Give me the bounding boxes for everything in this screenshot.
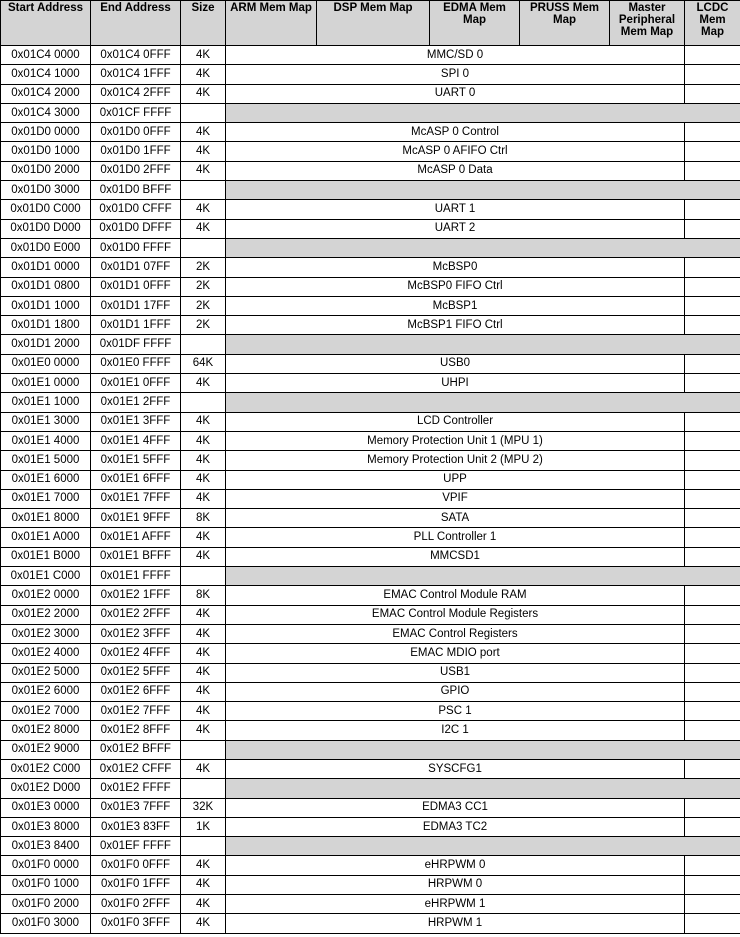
size-cell: 4K — [181, 65, 226, 84]
peripheral-name-cell: LCD Controller — [226, 412, 685, 431]
table-row — [1, 489, 740, 508]
peripheral-name-cell: UART 0 — [226, 84, 685, 103]
lcdc-mem-map-cell — [685, 509, 740, 528]
end-address-cell: 0x01D0 0FFF — [91, 123, 181, 142]
table-row — [1, 644, 740, 663]
size-cell: 2K — [181, 277, 226, 296]
peripheral-name-cell: UHPI — [226, 374, 685, 393]
end-address-cell: 0x01D0 FFFF — [91, 238, 181, 257]
table-row — [1, 895, 740, 914]
peripheral-name-cell: EDMA3 CC1 — [226, 798, 685, 817]
peripheral-name-cell: Memory Protection Unit 2 (MPU 2) — [226, 451, 685, 470]
table-row — [1, 161, 740, 180]
lcdc-mem-map-cell — [685, 914, 740, 933]
table-row — [1, 258, 740, 277]
end-address-cell: 0x01E1 7FFF — [91, 489, 181, 508]
peripheral-name-cell: McASP 0 AFIFO Ctrl — [226, 142, 685, 161]
end-address-cell: 0x01E2 FFFF — [91, 779, 181, 798]
table-row — [1, 354, 740, 373]
size-cell: 4K — [181, 759, 226, 778]
start-address-cell: 0x01C4 1000 — [1, 65, 91, 84]
reserved-region-cell — [226, 779, 740, 798]
table-row — [1, 740, 740, 759]
end-address-cell: 0x01F0 2FFF — [91, 895, 181, 914]
start-address-cell: 0x01D0 D000 — [1, 219, 91, 238]
size-cell: 4K — [181, 374, 226, 393]
start-address-cell: 0x01C4 2000 — [1, 84, 91, 103]
end-address-cell: 0x01E2 BFFF — [91, 740, 181, 759]
lcdc-mem-map-cell — [685, 354, 740, 373]
start-address-cell: 0x01D0 0000 — [1, 123, 91, 142]
start-address-cell: 0x01E1 1000 — [1, 393, 91, 412]
end-address-cell: 0x01E2 1FFF — [91, 586, 181, 605]
size-cell: 4K — [181, 856, 226, 875]
table-row — [1, 470, 740, 489]
end-address-cell: 0x01D1 17FF — [91, 296, 181, 315]
end-address-cell: 0x01E3 83FF — [91, 817, 181, 836]
start-address-cell: 0x01F0 0000 — [1, 856, 91, 875]
end-address-cell: 0x01C4 1FFF — [91, 65, 181, 84]
start-address-cell: 0x01F0 3000 — [1, 914, 91, 933]
end-address-cell: 0x01E1 3FFF — [91, 412, 181, 431]
lcdc-mem-map-cell — [685, 46, 740, 65]
reserved-region-cell — [226, 181, 740, 200]
lcdc-mem-map-cell — [685, 759, 740, 778]
lcdc-mem-map-cell — [685, 624, 740, 643]
peripheral-name-cell: PLL Controller 1 — [226, 528, 685, 547]
end-address-cell: 0x01C4 0FFF — [91, 46, 181, 65]
table-row — [1, 779, 740, 798]
header-size: Size — [181, 1, 226, 46]
peripheral-name-cell: eHRPWM 0 — [226, 856, 685, 875]
lcdc-mem-map-cell — [685, 817, 740, 836]
start-address-cell: 0x01F0 1000 — [1, 875, 91, 894]
peripheral-name-cell: HRPWM 0 — [226, 875, 685, 894]
peripheral-name-cell: PSC 1 — [226, 702, 685, 721]
lcdc-mem-map-cell — [685, 875, 740, 894]
size-cell: 4K — [181, 200, 226, 219]
lcdc-mem-map-cell — [685, 489, 740, 508]
header-arm-mem-map: ARM Mem Map — [226, 1, 317, 46]
size-cell — [181, 238, 226, 257]
peripheral-name-cell: McBSP1 — [226, 296, 685, 315]
peripheral-name-cell: McASP 0 Data — [226, 161, 685, 180]
start-address-cell: 0x01E2 6000 — [1, 682, 91, 701]
peripheral-name-cell: Memory Protection Unit 1 (MPU 1) — [226, 431, 685, 450]
table-row — [1, 238, 740, 257]
lcdc-mem-map-cell — [685, 702, 740, 721]
start-address-cell: 0x01E1 3000 — [1, 412, 91, 431]
size-cell: 4K — [181, 489, 226, 508]
lcdc-mem-map-cell — [685, 412, 740, 431]
end-address-cell: 0x01F0 1FFF — [91, 875, 181, 894]
table-row — [1, 46, 740, 65]
table-row — [1, 84, 740, 103]
table-row — [1, 875, 740, 894]
peripheral-name-cell: EMAC MDIO port — [226, 644, 685, 663]
reserved-region-cell — [226, 238, 740, 257]
table-row — [1, 103, 740, 122]
peripheral-name-cell: UPP — [226, 470, 685, 489]
size-cell: 64K — [181, 354, 226, 373]
start-address-cell: 0x01D0 2000 — [1, 161, 91, 180]
size-cell: 4K — [181, 702, 226, 721]
size-cell — [181, 740, 226, 759]
size-cell: 2K — [181, 296, 226, 315]
table-row — [1, 817, 740, 836]
size-cell: 4K — [181, 470, 226, 489]
size-cell: 4K — [181, 412, 226, 431]
end-address-cell: 0x01E2 8FFF — [91, 721, 181, 740]
start-address-cell: 0x01E2 9000 — [1, 740, 91, 759]
table-row — [1, 200, 740, 219]
table-row — [1, 431, 740, 450]
start-address-cell: 0x01E1 8000 — [1, 509, 91, 528]
start-address-cell: 0x01D1 2000 — [1, 335, 91, 354]
end-address-cell: 0x01E2 5FFF — [91, 663, 181, 682]
start-address-cell: 0x01D0 E000 — [1, 238, 91, 257]
start-address-cell: 0x01E1 B000 — [1, 547, 91, 566]
header-start-address: Start Address — [1, 1, 91, 46]
start-address-cell: 0x01D1 1800 — [1, 316, 91, 335]
peripheral-name-cell: McBSP0 FIFO Ctrl — [226, 277, 685, 296]
header-dsp-mem-map: DSP Mem Map — [317, 1, 430, 46]
size-cell: 4K — [181, 431, 226, 450]
end-address-cell: 0x01E2 4FFF — [91, 644, 181, 663]
start-address-cell: 0x01E2 7000 — [1, 702, 91, 721]
table-row — [1, 219, 740, 238]
size-cell: 1K — [181, 817, 226, 836]
size-cell: 4K — [181, 663, 226, 682]
lcdc-mem-map-cell — [685, 277, 740, 296]
table-row — [1, 721, 740, 740]
lcdc-mem-map-cell — [685, 219, 740, 238]
lcdc-mem-map-cell — [685, 258, 740, 277]
start-address-cell: 0x01E3 0000 — [1, 798, 91, 817]
peripheral-name-cell: GPIO — [226, 682, 685, 701]
header-pruss-mem-map: PRUSS Mem Map — [520, 1, 610, 46]
lcdc-mem-map-cell — [685, 547, 740, 566]
start-address-cell: 0x01E0 0000 — [1, 354, 91, 373]
size-cell: 4K — [181, 451, 226, 470]
peripheral-name-cell: USB0 — [226, 354, 685, 373]
reserved-region-cell — [226, 567, 740, 586]
table-row — [1, 702, 740, 721]
start-address-cell: 0x01E2 2000 — [1, 605, 91, 624]
lcdc-mem-map-cell — [685, 200, 740, 219]
peripheral-name-cell: eHRPWM 1 — [226, 895, 685, 914]
size-cell: 4K — [181, 547, 226, 566]
end-address-cell: 0x01EF FFFF — [91, 837, 181, 856]
size-cell: 4K — [181, 84, 226, 103]
start-address-cell: 0x01E2 D000 — [1, 779, 91, 798]
end-address-cell: 0x01E1 5FFF — [91, 451, 181, 470]
size-cell — [181, 837, 226, 856]
end-address-cell: 0x01E2 CFFF — [91, 759, 181, 778]
table-row — [1, 393, 740, 412]
table-row — [1, 759, 740, 778]
end-address-cell: 0x01D1 07FF — [91, 258, 181, 277]
end-address-cell: 0x01E1 2FFF — [91, 393, 181, 412]
lcdc-mem-map-cell — [685, 721, 740, 740]
lcdc-mem-map-cell — [685, 682, 740, 701]
peripheral-name-cell: HRPWM 1 — [226, 914, 685, 933]
table-row — [1, 567, 740, 586]
start-address-cell: 0x01D1 0000 — [1, 258, 91, 277]
peripheral-name-cell: USB1 — [226, 663, 685, 682]
peripheral-name-cell: SYSCFG1 — [226, 759, 685, 778]
start-address-cell: 0x01E1 0000 — [1, 374, 91, 393]
end-address-cell: 0x01E1 AFFF — [91, 528, 181, 547]
size-cell — [181, 779, 226, 798]
table-row — [1, 374, 740, 393]
end-address-cell: 0x01E2 3FFF — [91, 624, 181, 643]
end-address-cell: 0x01D0 CFFF — [91, 200, 181, 219]
size-cell — [181, 103, 226, 122]
table-row — [1, 335, 740, 354]
peripheral-name-cell: MMC/SD 0 — [226, 46, 685, 65]
end-address-cell: 0x01E2 2FFF — [91, 605, 181, 624]
lcdc-mem-map-cell — [685, 451, 740, 470]
table-row — [1, 682, 740, 701]
start-address-cell: 0x01E1 C000 — [1, 567, 91, 586]
size-cell: 4K — [181, 644, 226, 663]
end-address-cell: 0x01D1 0FFF — [91, 277, 181, 296]
peripheral-name-cell: EMAC Control Module Registers — [226, 605, 685, 624]
end-address-cell: 0x01C4 2FFF — [91, 84, 181, 103]
end-address-cell: 0x01E1 BFFF — [91, 547, 181, 566]
end-address-cell: 0x01E2 7FFF — [91, 702, 181, 721]
size-cell: 4K — [181, 875, 226, 894]
end-address-cell: 0x01E1 6FFF — [91, 470, 181, 489]
size-cell — [181, 567, 226, 586]
size-cell: 2K — [181, 258, 226, 277]
reserved-region-cell — [226, 335, 740, 354]
size-cell: 4K — [181, 605, 226, 624]
reserved-region-cell — [226, 393, 740, 412]
peripheral-name-cell: UART 1 — [226, 200, 685, 219]
start-address-cell: 0x01E3 8000 — [1, 817, 91, 836]
peripheral-name-cell: UART 2 — [226, 219, 685, 238]
lcdc-mem-map-cell — [685, 161, 740, 180]
lcdc-mem-map-cell — [685, 142, 740, 161]
table-row — [1, 528, 740, 547]
start-address-cell: 0x01E1 A000 — [1, 528, 91, 547]
end-address-cell: 0x01DF FFFF — [91, 335, 181, 354]
end-address-cell: 0x01F0 0FFF — [91, 856, 181, 875]
end-address-cell: 0x01E1 4FFF — [91, 431, 181, 450]
table-row — [1, 142, 740, 161]
end-address-cell: 0x01E3 7FFF — [91, 798, 181, 817]
end-address-cell: 0x01E0 FFFF — [91, 354, 181, 373]
end-address-cell: 0x01D0 DFFF — [91, 219, 181, 238]
header-row — [1, 1, 740, 46]
size-cell: 4K — [181, 219, 226, 238]
size-cell: 4K — [181, 682, 226, 701]
reserved-region-cell — [226, 103, 740, 122]
header-end-address: End Address — [91, 1, 181, 46]
table-row — [1, 277, 740, 296]
start-address-cell: 0x01C4 0000 — [1, 46, 91, 65]
start-address-cell: 0x01D1 1000 — [1, 296, 91, 315]
reserved-region-cell — [226, 740, 740, 759]
start-address-cell: 0x01E2 3000 — [1, 624, 91, 643]
size-cell: 8K — [181, 586, 226, 605]
peripheral-name-cell: SPI 0 — [226, 65, 685, 84]
start-address-cell: 0x01E2 C000 — [1, 759, 91, 778]
size-cell — [181, 335, 226, 354]
end-address-cell: 0x01D0 2FFF — [91, 161, 181, 180]
lcdc-mem-map-cell — [685, 605, 740, 624]
lcdc-mem-map-cell — [685, 663, 740, 682]
table-row — [1, 624, 740, 643]
lcdc-mem-map-cell — [685, 856, 740, 875]
lcdc-mem-map-cell — [685, 123, 740, 142]
header-master-peripheral-mem-map: Master Peripheral Mem Map — [610, 1, 685, 46]
start-address-cell: 0x01F0 2000 — [1, 895, 91, 914]
lcdc-mem-map-cell — [685, 316, 740, 335]
table-row — [1, 316, 740, 335]
peripheral-name-cell: I2C 1 — [226, 721, 685, 740]
table-row — [1, 547, 740, 566]
start-address-cell: 0x01E2 4000 — [1, 644, 91, 663]
size-cell: 8K — [181, 509, 226, 528]
peripheral-name-cell: McASP 0 Control — [226, 123, 685, 142]
table-row — [1, 123, 740, 142]
end-address-cell: 0x01E2 6FFF — [91, 682, 181, 701]
size-cell: 4K — [181, 142, 226, 161]
end-address-cell: 0x01F0 3FFF — [91, 914, 181, 933]
table-row — [1, 856, 740, 875]
lcdc-mem-map-cell — [685, 895, 740, 914]
lcdc-mem-map-cell — [685, 644, 740, 663]
peripheral-name-cell: MMCSD1 — [226, 547, 685, 566]
size-cell: 4K — [181, 528, 226, 547]
table-row — [1, 181, 740, 200]
lcdc-mem-map-cell — [685, 65, 740, 84]
start-address-cell: 0x01D0 3000 — [1, 181, 91, 200]
start-address-cell: 0x01C4 3000 — [1, 103, 91, 122]
peripheral-name-cell: SATA — [226, 509, 685, 528]
table-row — [1, 412, 740, 431]
table-row — [1, 586, 740, 605]
peripheral-name-cell: EDMA3 TC2 — [226, 817, 685, 836]
start-address-cell: 0x01E1 7000 — [1, 489, 91, 508]
table-row — [1, 65, 740, 84]
size-cell: 2K — [181, 316, 226, 335]
size-cell — [181, 181, 226, 200]
lcdc-mem-map-cell — [685, 374, 740, 393]
start-address-cell: 0x01E2 8000 — [1, 721, 91, 740]
start-address-cell: 0x01E3 8400 — [1, 837, 91, 856]
lcdc-mem-map-cell — [685, 431, 740, 450]
table-row — [1, 451, 740, 470]
end-address-cell: 0x01E1 0FFF — [91, 374, 181, 393]
size-cell: 32K — [181, 798, 226, 817]
start-address-cell: 0x01E2 5000 — [1, 663, 91, 682]
end-address-cell: 0x01CF FFFF — [91, 103, 181, 122]
peripheral-name-cell: McBSP0 — [226, 258, 685, 277]
lcdc-mem-map-cell — [685, 296, 740, 315]
table-row — [1, 663, 740, 682]
peripheral-name-cell: VPIF — [226, 489, 685, 508]
size-cell — [181, 393, 226, 412]
table-row — [1, 798, 740, 817]
start-address-cell: 0x01E1 4000 — [1, 431, 91, 450]
start-address-cell: 0x01D1 0800 — [1, 277, 91, 296]
table-body — [1, 46, 740, 934]
table-row — [1, 837, 740, 856]
size-cell: 4K — [181, 624, 226, 643]
reserved-region-cell — [226, 837, 740, 856]
end-address-cell: 0x01D1 1FFF — [91, 316, 181, 335]
size-cell: 4K — [181, 721, 226, 740]
peripheral-name-cell: EMAC Control Registers — [226, 624, 685, 643]
size-cell: 4K — [181, 46, 226, 65]
lcdc-mem-map-cell — [685, 528, 740, 547]
size-cell: 4K — [181, 161, 226, 180]
peripheral-name-cell: McBSP1 FIFO Ctrl — [226, 316, 685, 335]
header-lcdc-mem-map: LCDC Mem Map — [685, 1, 740, 46]
lcdc-mem-map-cell — [685, 798, 740, 817]
start-address-cell: 0x01E2 0000 — [1, 586, 91, 605]
lcdc-mem-map-cell — [685, 84, 740, 103]
table-row — [1, 509, 740, 528]
start-address-cell: 0x01D0 1000 — [1, 142, 91, 161]
size-cell: 4K — [181, 895, 226, 914]
end-address-cell: 0x01D0 1FFF — [91, 142, 181, 161]
size-cell: 4K — [181, 914, 226, 933]
table-row — [1, 605, 740, 624]
end-address-cell: 0x01D0 BFFF — [91, 181, 181, 200]
end-address-cell: 0x01E1 FFFF — [91, 567, 181, 586]
header-edma-mem-map: EDMA Mem Map — [430, 1, 520, 46]
table-row — [1, 914, 740, 933]
start-address-cell: 0x01D0 C000 — [1, 200, 91, 219]
lcdc-mem-map-cell — [685, 470, 740, 489]
start-address-cell: 0x01E1 5000 — [1, 451, 91, 470]
table-row — [1, 296, 740, 315]
size-cell: 4K — [181, 123, 226, 142]
lcdc-mem-map-cell — [685, 586, 740, 605]
peripheral-name-cell: EMAC Control Module RAM — [226, 586, 685, 605]
table-header — [1, 1, 740, 46]
end-address-cell: 0x01E1 9FFF — [91, 509, 181, 528]
start-address-cell: 0x01E1 6000 — [1, 470, 91, 489]
